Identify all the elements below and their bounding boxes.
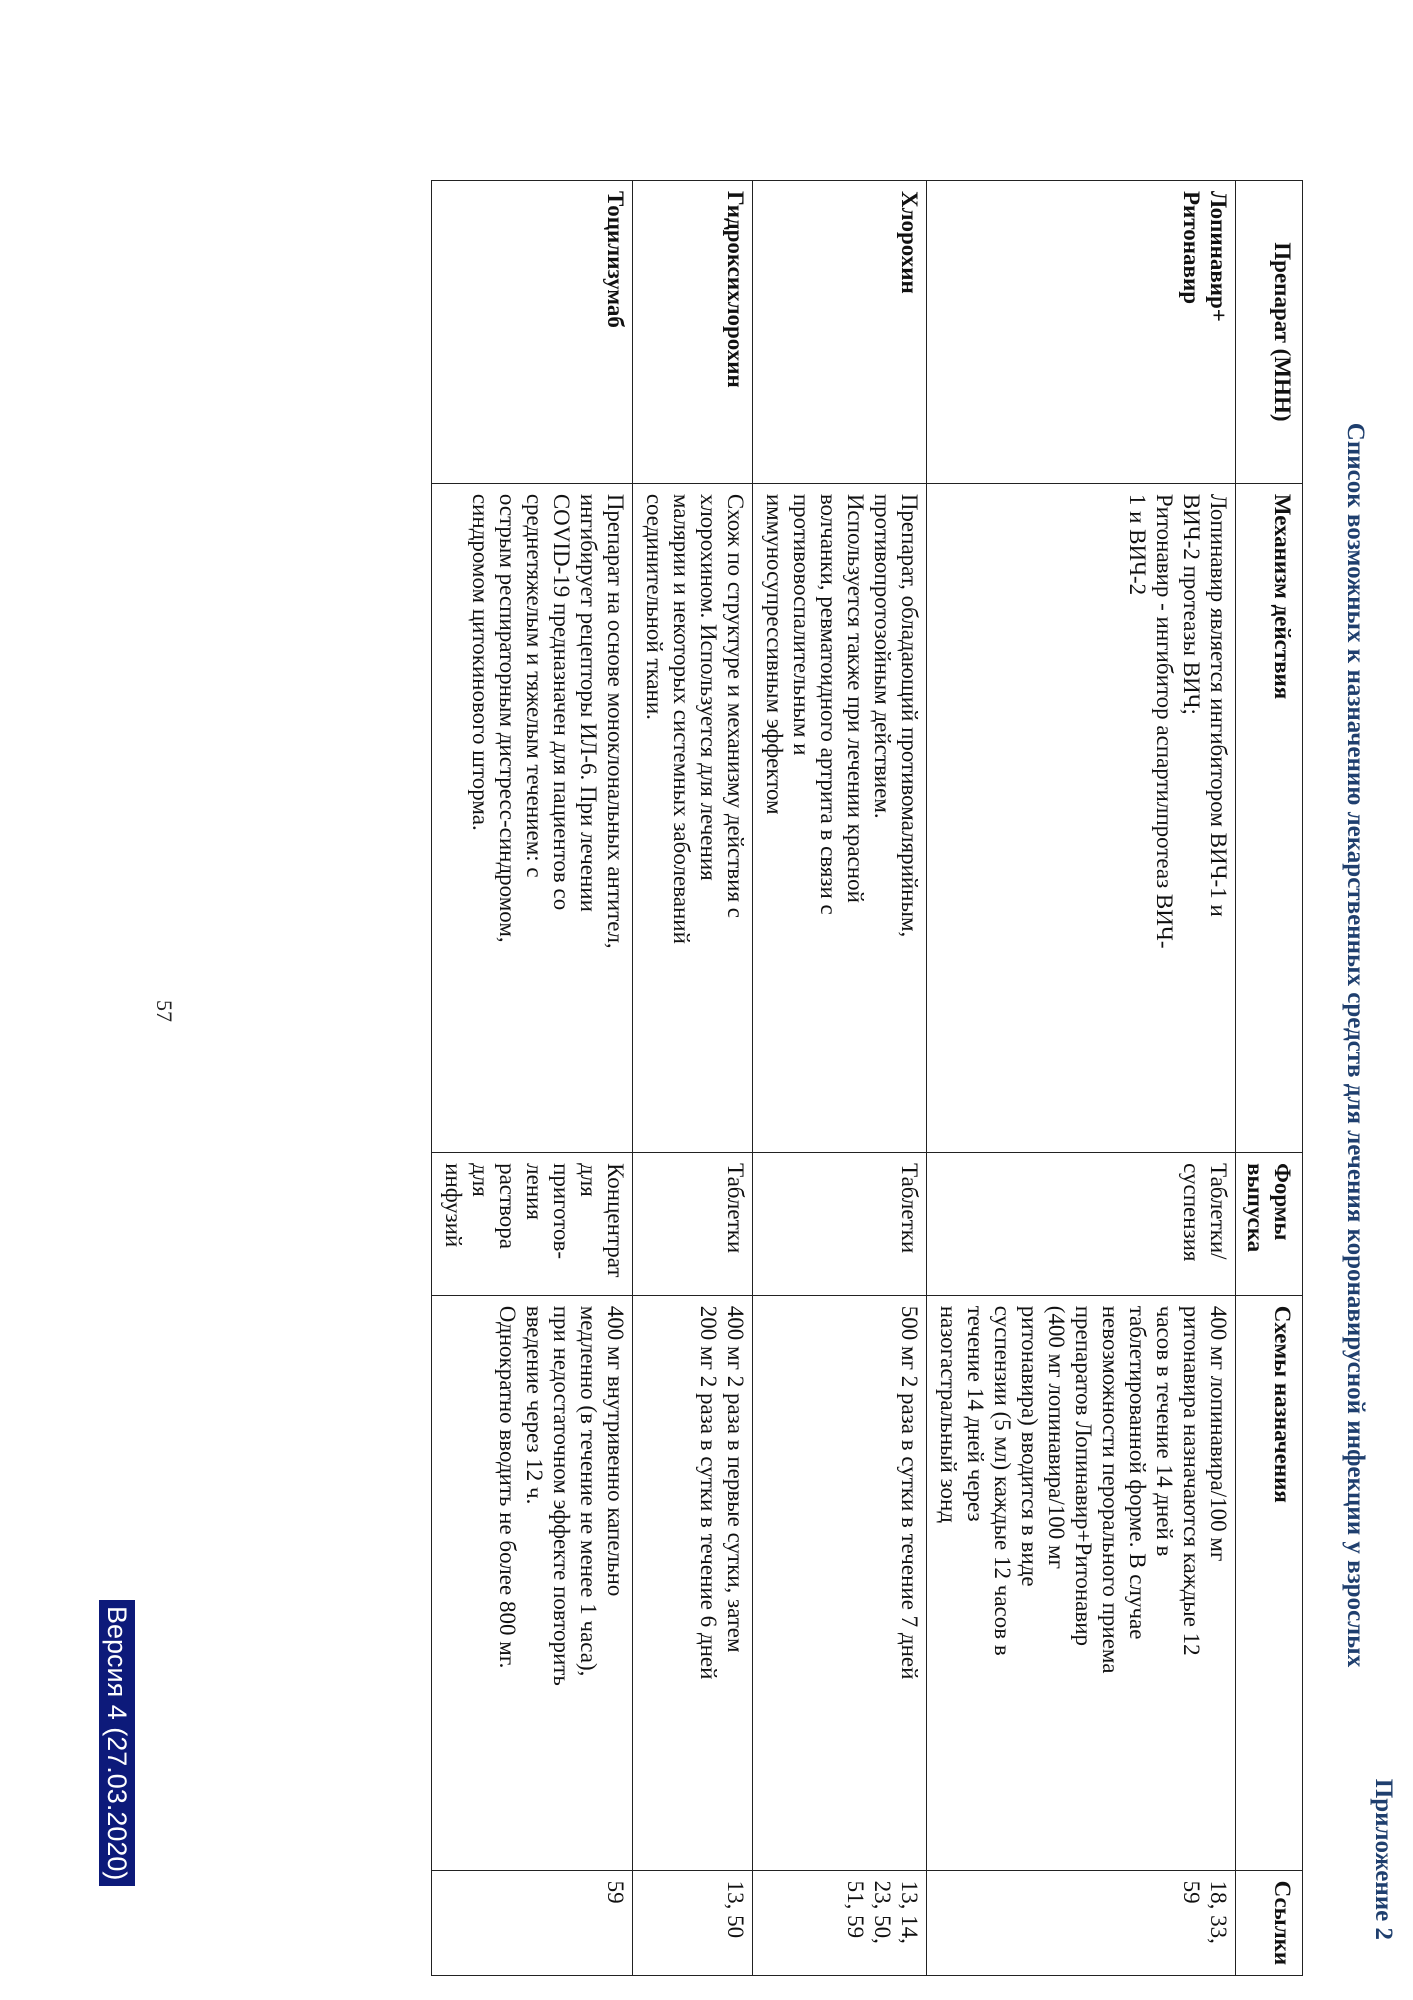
references-cell: [432, 1870, 633, 1975]
text-line: инфузий: [441, 1163, 466, 1248]
text-line: 23, 50,: [870, 1880, 895, 1944]
header-forms-line2: выпуска: [1243, 1163, 1268, 1253]
text-line: препаратов Лопинавир+Ритонавир: [1071, 1305, 1096, 1647]
text-line: для: [576, 1163, 601, 1197]
text-line: раствора: [495, 1163, 520, 1249]
text-line: суспензия: [1179, 1163, 1204, 1262]
text-line: 59: [1179, 1880, 1204, 1904]
text-line: волчанки, ревматоидного артрита в связи с: [816, 493, 841, 915]
text-line: синдромом цитокинового шторма.: [468, 493, 493, 831]
header-forms-line1: Формы: [1270, 1163, 1295, 1241]
drug-cell: [633, 181, 753, 484]
text-line: Концентрат: [603, 1163, 628, 1278]
text-line: противовоспалительным и: [789, 493, 814, 756]
text-line: суспензии (5 мл) каждые 12 часов в: [990, 1305, 1015, 1656]
text-line: (400 мг лопинавира/100 мг: [1044, 1305, 1069, 1569]
text-line: Препарат на основе моноклональных антител,: [603, 493, 628, 949]
drug-name: Гидроксихлорохин: [723, 191, 748, 388]
text-line: ления: [522, 1163, 547, 1220]
text-line: назогастральный зонд: [936, 1305, 961, 1524]
text-line: 51, 59: [843, 1880, 868, 1939]
drug-cell: [753, 181, 927, 484]
text-line: 200 мг 2 раза в сутки в течение 6 дней: [696, 1305, 721, 1680]
drug-cell: [432, 181, 633, 484]
drug-name: Лопинавир+: [1206, 191, 1231, 322]
text-line: ВИЧ-2 протеазы ВИЧ;: [1179, 493, 1204, 715]
text-line: медленно (в течение не менее 1 часа),: [576, 1305, 601, 1677]
forms-cell: [432, 1153, 633, 1296]
page-number: 57: [152, 1000, 177, 1022]
text-line: Лопинавир является ингибитором ВИЧ-1 и: [1206, 493, 1231, 917]
text-line: 1 и ВИЧ-2: [1125, 493, 1150, 596]
text-line: иммуносупрессивным эффектом: [762, 493, 787, 815]
drug-table: [431, 180, 1303, 1976]
appendix-label: Приложение 2: [1370, 1778, 1397, 1940]
mechanism-cell: [432, 483, 633, 1152]
text-line: 13, 14,: [897, 1880, 922, 1944]
text-line: Используется также при лечении красной: [843, 493, 868, 903]
drug-cell: [927, 181, 1236, 484]
text-line: 13, 50: [723, 1880, 748, 1939]
regimen-cell: [927, 1295, 1236, 1870]
text-line: острым респираторным дистресс-синдромом,: [495, 493, 520, 943]
text-line: Ритонавир - ингибитор аспартилпротеаз ВИЧ-: [1152, 493, 1177, 949]
document-title: Список возможных к назначению лекарственных средств для лечения коронавирусной инфекции у взрослых: [1342, 422, 1369, 1668]
text-line: ингибирует рецепторы ИЛ-6. При лечении: [576, 493, 601, 912]
regimen-cell: [633, 1295, 753, 1870]
text-line: введение через 12 ч.: [522, 1305, 547, 1505]
references-cell: [927, 1870, 1236, 1975]
mechanism-cell: [633, 483, 753, 1152]
mechanism-cell: [927, 483, 1236, 1152]
table-row: [432, 181, 633, 1976]
text-line: Схож по структуре и механизму действия с: [723, 493, 748, 919]
text-line: соединительной ткани.: [642, 493, 667, 720]
header-forms: [1236, 1153, 1303, 1296]
header-references: Ссылки: [1236, 1870, 1303, 1975]
mechanism-cell: [753, 483, 927, 1152]
text-line: хлорохином. Используется для лечения: [696, 493, 721, 881]
text-line: 400 мг лопинавира/100 мг: [1206, 1305, 1231, 1562]
text-line: течение 14 дней через: [963, 1305, 988, 1522]
text-line: 18, 33,: [1206, 1880, 1231, 1944]
references-cell: [633, 1870, 753, 1975]
text-line: 400 мг 2 раза в первые сутки, затем: [723, 1305, 748, 1653]
text-line: таблетированной форме. В случае: [1125, 1305, 1150, 1640]
header-drug: Препарат (МНН): [1236, 181, 1303, 484]
drug-name: Хлорохин: [897, 191, 922, 294]
regimen-cell: [753, 1295, 927, 1870]
forms-cell: [753, 1153, 927, 1296]
regimen-cell: [432, 1295, 633, 1870]
header-mechanism: Механизм действия: [1236, 483, 1303, 1152]
text-line: 500 мг 2 раза в сутки в течение 7 дней: [897, 1305, 922, 1680]
forms-cell: [927, 1153, 1236, 1296]
text-line: Таблетки: [723, 1163, 748, 1254]
header-regimens: Схемы назначения: [1236, 1295, 1303, 1870]
text-line: 400 мг внутривенно капельно: [603, 1305, 628, 1597]
text-line: COVID-19 предназначен для пациентов со: [549, 493, 574, 911]
text-line: ритонавира) вводится в виде: [1017, 1305, 1042, 1587]
version-badge: Версия 4 (27.03.2020): [99, 1600, 135, 1886]
text-line: часов в течение 14 дней в: [1152, 1305, 1177, 1557]
text-line: невозможности перорального приема: [1098, 1305, 1123, 1674]
text-line: Таблетки: [897, 1163, 922, 1254]
text-line: при недостаточном эффекте повторить: [549, 1305, 574, 1686]
table-row: [633, 181, 753, 1976]
table-row: [927, 181, 1236, 1976]
drug-name: Тоцилизумаб: [603, 191, 628, 328]
text-line: среднетяжелым и тяжелым течением: с: [522, 493, 547, 878]
forms-cell: [633, 1153, 753, 1296]
table-header-row: [1236, 181, 1303, 1976]
references-cell: [753, 1870, 927, 1975]
text-line: 59: [603, 1880, 628, 1904]
text-line: Препарат, обладающий противомалярийным,: [897, 493, 922, 938]
text-line: Однократно вводить не более 800 мг.: [495, 1305, 520, 1669]
text-line: противопротозойным действием.: [870, 493, 895, 819]
text-line: Таблетки/: [1206, 1163, 1231, 1260]
table-row: [753, 181, 927, 1976]
text-line: для: [468, 1163, 493, 1197]
drug-name: Ритонавир: [1179, 191, 1204, 305]
text-line: ритонавира назначаются каждые 12: [1179, 1305, 1204, 1656]
text-line: приготов-: [549, 1163, 574, 1260]
text-line: малярии и некоторых системных заболеваний: [669, 493, 694, 944]
